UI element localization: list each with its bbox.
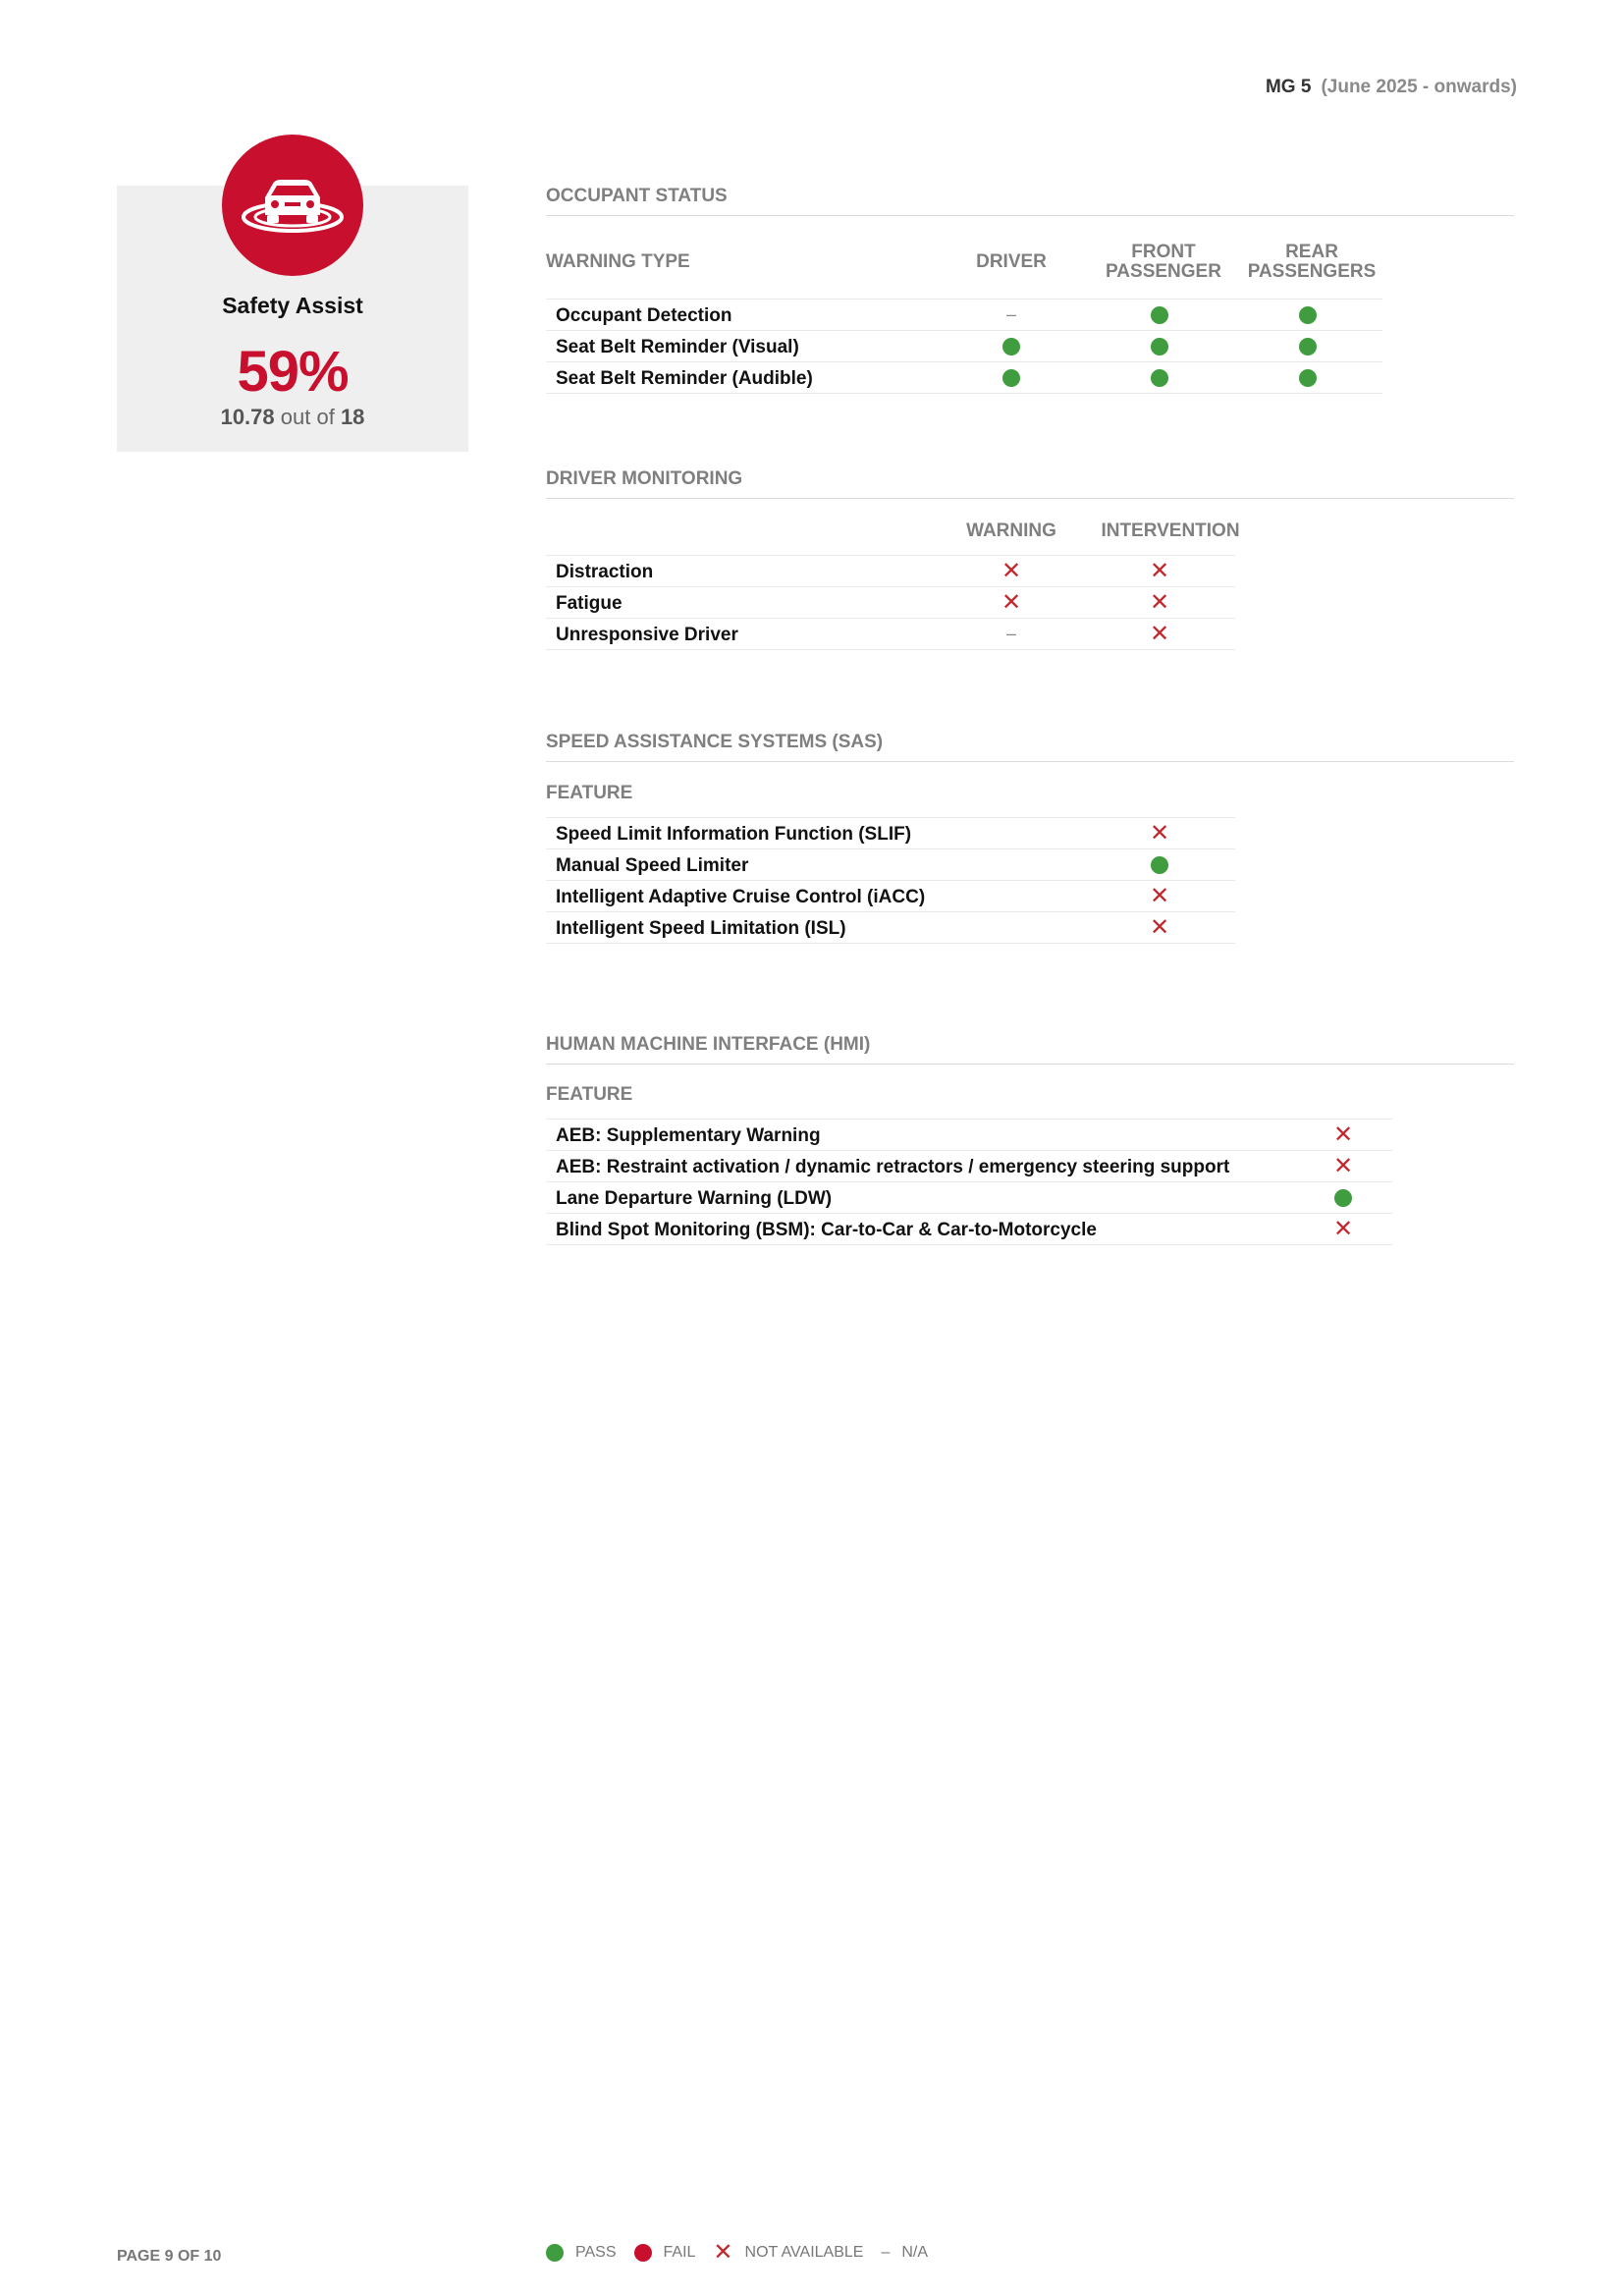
not-available-x-icon: ✕ [1332,1121,1354,1148]
row-label: Seat Belt Reminder (Visual) [556,337,799,357]
not-available-x-icon: ✕ [1001,588,1022,616]
pass-dot-icon [1288,331,1327,361]
legend-na: N/A [901,2244,929,2261]
row-label: Intelligent Speed Limitation (ISL) [556,918,846,939]
row-label: Occupant Detection [556,305,732,326]
row-label: Blind Spot Monitoring (BSM): Car-to-Car & Car-to-Motorcycle [556,1220,1097,1240]
row-label: Fatigue [556,593,622,614]
score-points-value: 10.78 [220,405,275,429]
model-name: MG 5 [1265,77,1312,97]
table-row [546,880,1235,911]
pass-dot-icon [1288,362,1327,393]
sas-table [546,817,1235,944]
not-available-x-icon: ✕ [713,2239,733,2266]
pass-dot-icon [1140,849,1179,880]
not-available-x-icon: ✕ [1332,1215,1354,1242]
not-available-x-icon: ✕ [1332,1152,1354,1179]
row-label: AEB: Restraint activation / dynamic retractors / emergency steering support [556,1157,1230,1177]
not-available-x-icon: ✕ [1149,588,1170,616]
model-period: (June 2025 - onwards) [1321,77,1517,97]
table-row [546,817,1235,848]
na-dash-icon: – [1005,624,1016,643]
score-points [117,405,468,430]
row-label: Unresponsive Driver [556,625,738,645]
not-available-x-icon: ✕ [1149,882,1170,909]
column-header-front-passenger: FRONT PASSENGER [1106,242,1221,282]
driver-monitoring-table [546,555,1235,650]
pass-dot-icon [1140,331,1179,361]
row-label: Lane Departure Warning (LDW) [556,1188,833,1209]
score-title: Safety Assist [222,293,363,318]
table-row [546,911,1235,944]
not-available-x-icon: ✕ [1149,557,1170,584]
row-label: Seat Belt Reminder (Audible) [556,368,813,389]
column-header-feature: FEATURE [546,783,633,803]
score-max-value: 18 [340,405,365,429]
legend [546,2241,946,2265]
pass-dot-icon [1288,300,1327,330]
column-header-driver: DRIVER [976,251,1047,272]
table-row [546,361,1382,394]
section-title: OCCUPANT STATUS [546,186,1514,216]
table-row [546,586,1235,618]
section-title: DRIVER MONITORING [546,468,1514,499]
score-out-of-label: out of [280,405,335,429]
not-available-x-icon: ✕ [1001,557,1022,584]
row-label: AEB: Supplementary Warning [556,1125,821,1146]
table-row [546,299,1382,330]
table-row [546,330,1382,361]
pass-dot-icon [1140,362,1179,393]
legend-fail: FAIL [663,2244,696,2261]
score-percent: 59% [237,340,349,404]
section-hmi [546,1034,1514,1260]
table-row [546,848,1235,880]
hmi-table [546,1119,1392,1245]
not-available-x-icon: ✕ [1149,620,1170,647]
column-header-rear-passengers: REAR PASSENGERS [1247,242,1377,282]
occupant-status-table [546,299,1382,394]
not-available-x-icon: ✕ [1149,913,1170,941]
section-driver-monitoring [546,468,1514,665]
page-number: PAGE 9 OF 10 [117,2248,222,2265]
table-row [546,1150,1392,1181]
row-label: Distraction [556,562,654,582]
pass-dot-icon [992,331,1031,361]
row-label: Speed Limit Information Function (SLIF) [556,824,912,845]
document-header [1266,77,1517,98]
pass-dot-icon [546,2244,564,2262]
na-dash-icon: – [881,2244,891,2261]
legend-pass: PASS [575,2244,617,2261]
row-label: Intelligent Adaptive Cruise Control (iACC) [556,887,926,907]
table-row [546,555,1235,586]
legend-not-available: NOT AVAILABLE [744,2244,864,2261]
pass-dot-icon [992,362,1031,393]
pass-dot-icon [1140,300,1179,330]
fail-dot-icon [634,2244,652,2262]
car-sensor-icon [222,135,363,276]
table-row [546,1119,1392,1150]
table-row [546,1181,1392,1213]
column-header-warning-type: WARNING TYPE [546,251,690,272]
column-header-warning: WARNING [966,520,1056,541]
section-title: HUMAN MACHINE INTERFACE (HMI) [546,1034,1514,1065]
not-available-x-icon: ✕ [1149,819,1170,847]
column-header-feature: FEATURE [546,1084,633,1105]
section-speed-assistance [546,732,1514,957]
pass-dot-icon [1324,1182,1363,1213]
table-row [546,618,1235,650]
section-occupant-status [546,186,1514,402]
table-row [546,1213,1392,1245]
row-label: Manual Speed Limiter [556,855,749,876]
section-title: SPEED ASSISTANCE SYSTEMS (SAS) [546,732,1514,762]
column-header-intervention: INTERVENTION [1101,520,1240,541]
na-dash-icon: – [1005,304,1016,324]
